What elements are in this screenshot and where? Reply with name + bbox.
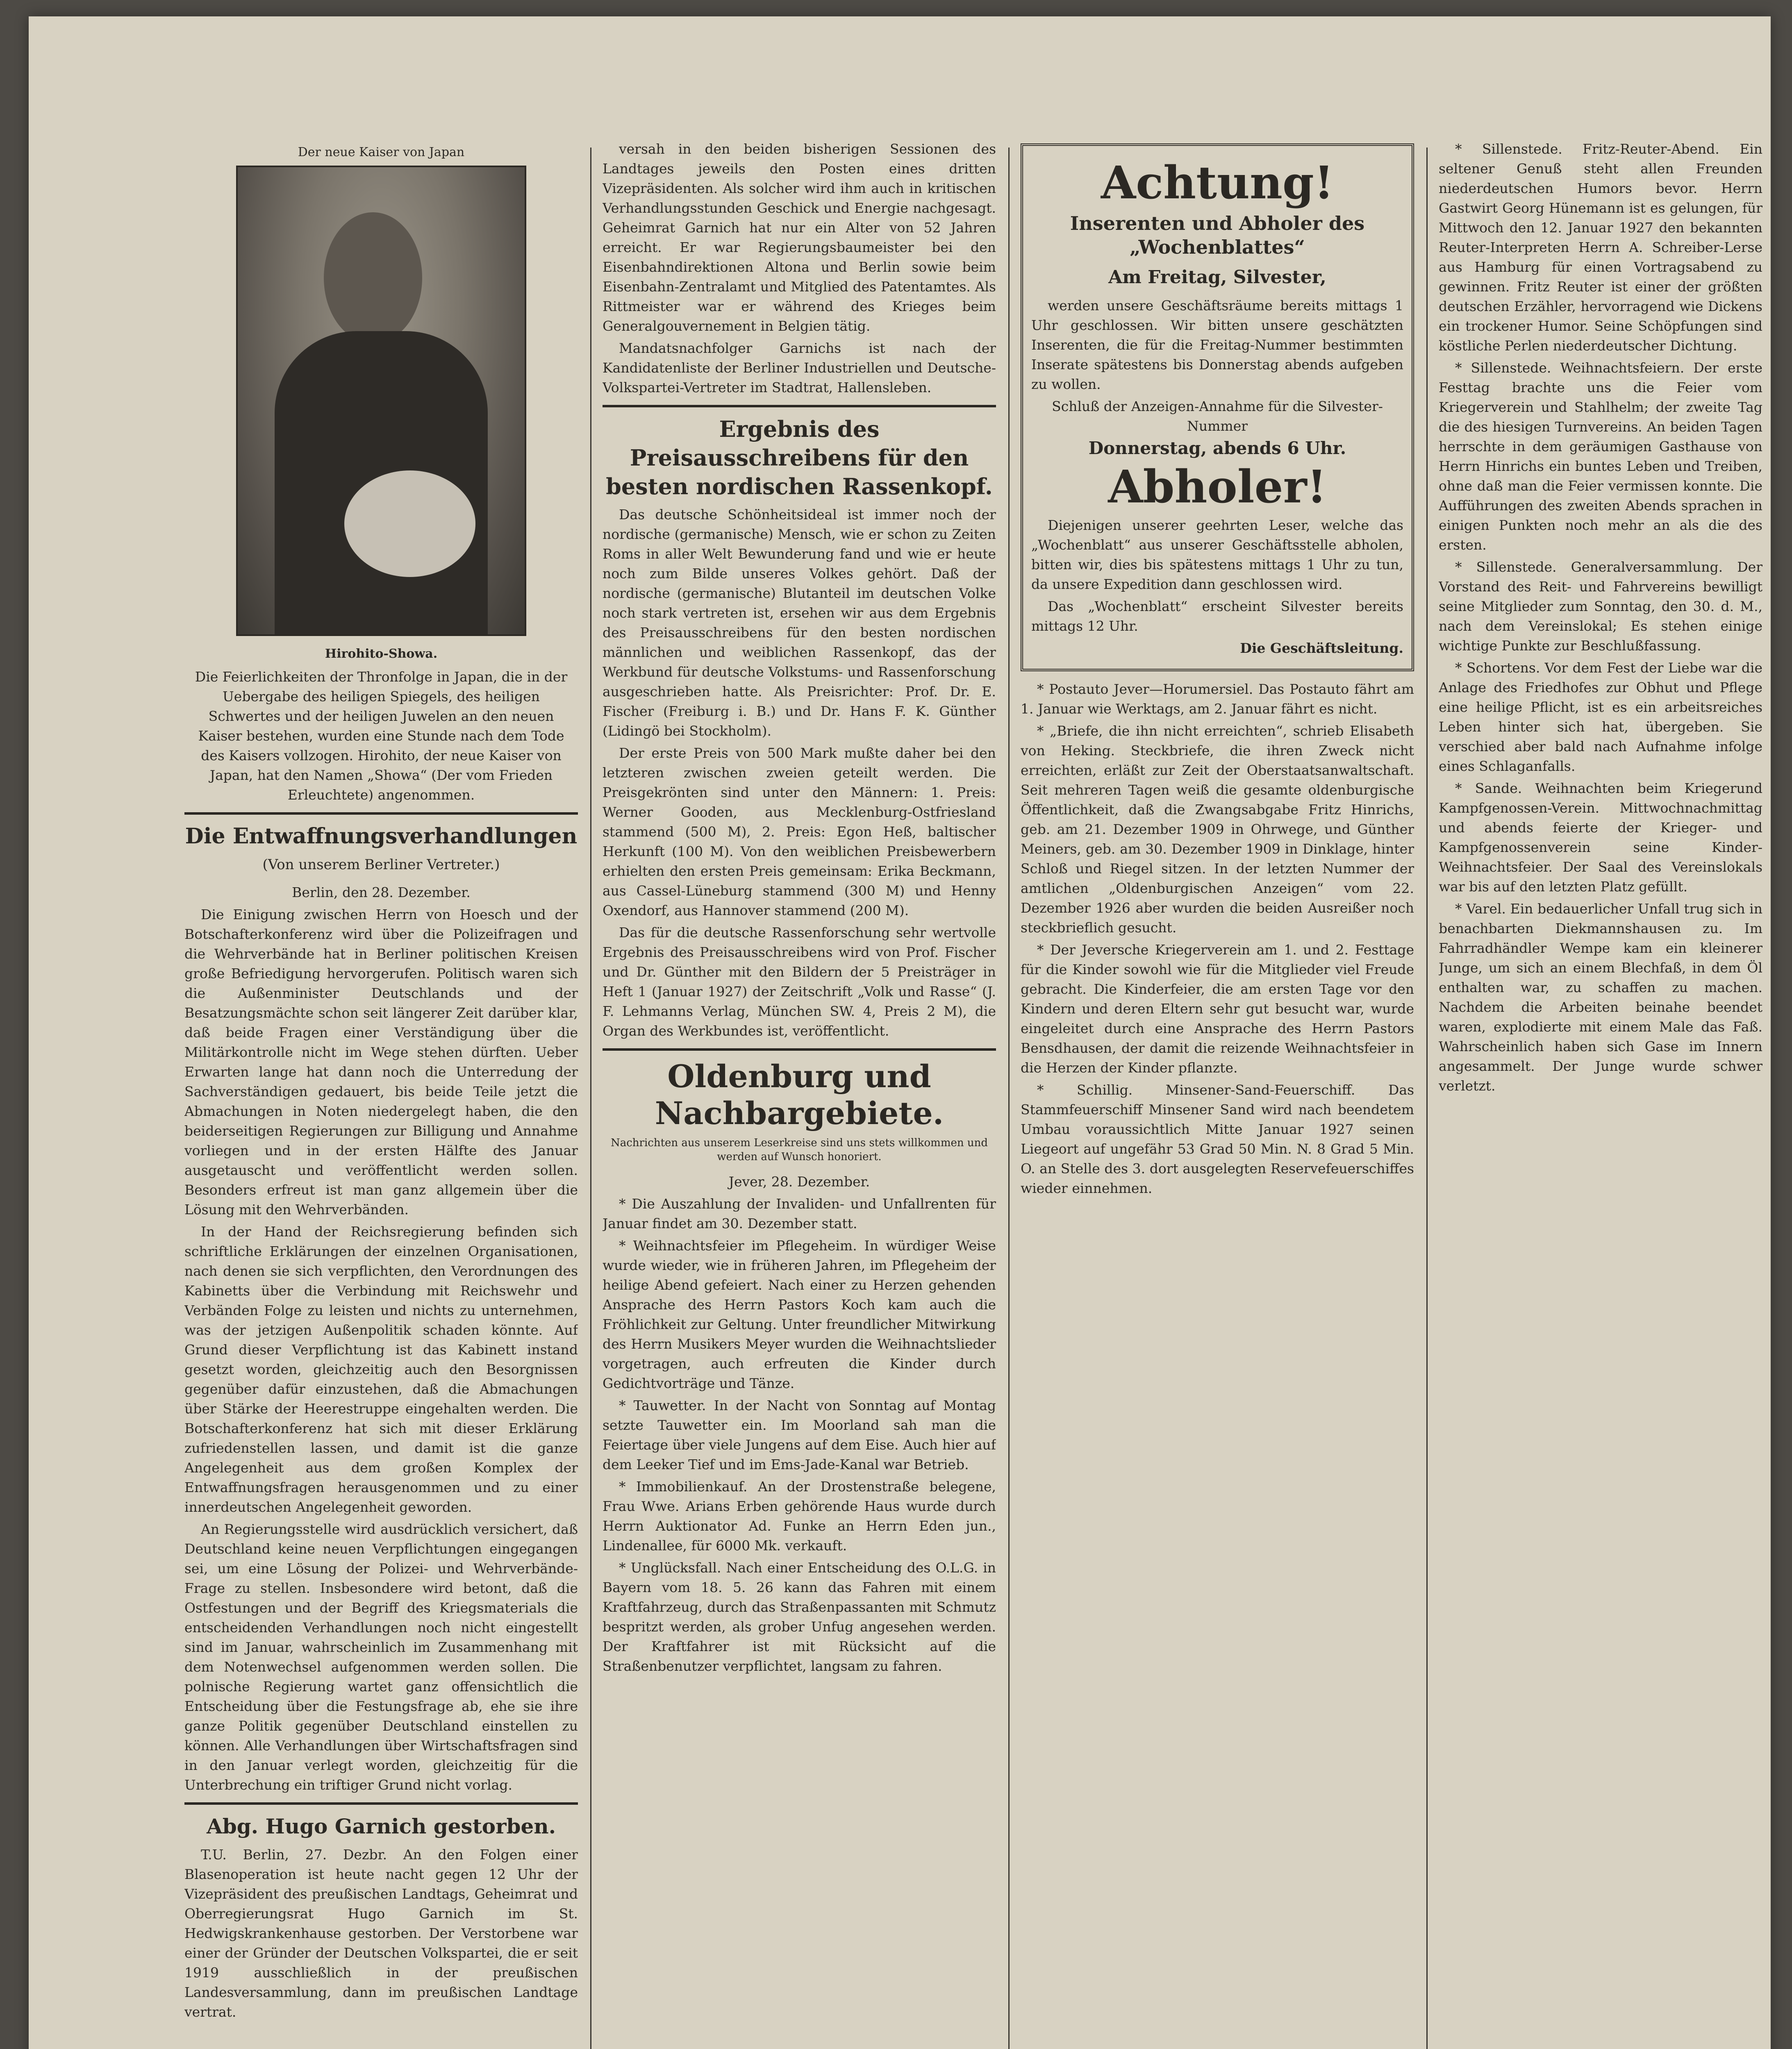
- article-paragraph: * Varel. Ein bedauerlicher Unfall trug sich in benachbarten Diekmannshausen zu. Im Fahrradhändler Wempe kam ein kleinerer Junge, um sich an einem Blechfaß, in dem Öl enthalten war, zu schaffen zu machen. Nachdem die Arbeiten beinahe beendet waren, explodierte mit einem Male das Faß. Wahrscheinlich haben sich Gase im Innern angesammelt. Der Junge wurde schwer verletzt.: [1439, 901, 1762, 1094]
- newspaper-page: [29, 16, 1771, 2049]
- column-4: [1439, 139, 1762, 2049]
- article-paragraph: Mandatsnachfolger Garnichs ist nach der Kandidatenliste der Berliner Industriellen und Deutsche-Volkspartei-Vertreter im Stadtrat, Hallensleben.: [603, 340, 996, 395]
- notice-box: [1021, 143, 1414, 671]
- column-2: [603, 139, 996, 2049]
- notice-day: Am Freitag, Silvester,: [1108, 267, 1326, 288]
- article-paragraph: * Sillenstede. Weihnachtsfeiern. Der erste Festtag brachte uns die Feier vom Kriegerverein und Stahlhelm; der zweite Tag die des hiesigen Turnvereins. An beiden Tagen herrschte in dem geräumigen Gasthause von Herrn Hinrichs ein buntes Leben und Treiben, ohne daß man die Feier vermissen konnte. Die Aufführungen des zweiten Abends sprachen in einigen Punkten noch mehr an als die des ersten.: [1439, 360, 1762, 553]
- article-paragraph: * Sillenstede. Generalversammlung. Der Vorstand des Reit- und Fahrvereins bewilligt seine Mitglieder zum Sonntag, den 30. d. M., nach dem Vereinslokal; Es stehen einige wichtige Punkte zur Beschlußfassung.: [1439, 559, 1762, 654]
- article-paragraph: versah in den beiden bisherigen Sessionen des Landtages jeweils den Posten eines dritten Vizepräsidenten. Als solcher wird ihm auch in kritischen Verhandlungsstunden Geschick und Energie nachgesagt. Geheimrat Garnich hat nur ein Alter von 52 Jahren erreicht. Er war Regierungsbaumeister bei den Eisenbahndirektionen Altona und Berlin sowie beim Eisenbahn-Zentralamt und Mitglied des Patentamtes. Als Rittmeister war er während des Krieges beim Generalgouvernement in Belgien tätig.: [603, 141, 996, 334]
- article-title: Abg. Hugo Garnich gestorben.: [206, 1814, 556, 1838]
- notice-text: werden unsere Geschäftsräume bereits mittags 1 Uhr geschlossen. Wir bitten unsere geschätzten Inserenten, die für die Freitag-Nummer bestimmten Inserate spätestens bis Donnerstag abends aufgeben zu wollen.: [1031, 298, 1403, 392]
- article-paragraph: * Unglücksfall. Nach einer Entscheidung des O.L.G. in Bayern vom 18. 5. 26 kann das Fahren mit einem Kraftfahrzeug, durch das Straßenpassanten mit Schmutz bespritzt werden, als grober Unfug angesehen werden. Der Kraftfahrer ist mit Rücksicht auf die Straßenbenutzer verpflichtet, langsam zu fahren.: [603, 1560, 996, 1674]
- article-paragraph: * „Briefe, die ihn nicht erreichten“, schrieb Elisabeth von Heking. Steckbriefe, die ihren Zweck nicht erreichten, erläßt zur Zeit der Oberstaatsanwaltschaft. Seit mehreren Tagen weiß die gesamte oldenburgische Öffentlichkeit, daß die Zwangsabgabe Fritz Hinrichs, geb. am 21. Dezember 1909 in Ohrwege, und Günther Meiners, geb. am 30. Dezember 1909 in Dinklage, hinter Schloß und Riegel sitzen. In der letzten Nummer der amtlichen „Oldenburgischen Anzeigen“ vom 22. Dezember 1926 aber wurden die beiden Ausreißer noch steckbrieflich gesucht.: [1021, 723, 1414, 936]
- notice-text: Das „Wochenblatt“ erscheint Silvester bereits mittags 12 Uhr.: [1031, 598, 1403, 634]
- notice-closing: Schluß der Anzeigen-Annahme für die Silvester-Nummer: [1052, 398, 1383, 434]
- photo-caption-top: Der neue Kaiser von Japan: [298, 145, 465, 159]
- article-paragraph: * Der Jeversche Kriegerverein am 1. und 2. Festtage für die Kinder sowohl wie für die Mitglieder viel Freude gebracht. Die Kinderfeier, die am ersten Tage vor den Kindern und deren Eltern sehr gut besucht war, wurde eingeleitet durch eine Ansprache des Herrn Pastors Bensdhausen, der damit die reizende Weihnachtsfeier in die Herzen der Kinder pflanzte.: [1021, 942, 1414, 1076]
- section-dateline: Jever, 28. Dezember.: [728, 1174, 870, 1190]
- article-paragraph: * Postauto Jever—Horumersiel. Das Postauto fährt am 1. Januar wie Werktags, am 2. Januar fährt es nicht.: [1021, 681, 1414, 717]
- article-subtitle: (Von unserem Berliner Vertreter.): [262, 856, 500, 873]
- article-paragraph: Die Einigung zwischen Herrn von Hoesch und der Botschafterkonferenz wird über die Polizeifragen und die Wehrverbände hat in Berliner politischen Kreisen große Befriedigung hervorgerufen. Politisch waren sich die Außenminister Deutschlands und der Besatzungsmächte schon seit längerer Zeit darüber klar, daß beide Fragen einer Verständigung über die Militärkontrolle nicht im Wege stehen dürften. Ueber Erwarten lange hat dann noch die Unterredung der Sachverständigen gedauert, bis beide Teile jetzt die Abmachungen in Noten niedergelegt haben, die den beiderseitigen Regierungen zur Billigung und Annahme vorliegen und in der ersten Hälfte des Januar ausgetauscht und veröffentlicht werden sollen. Besonders erfreut ist man ganz allgemein über die Lösung mit den Wehrverbänden.: [184, 906, 578, 1218]
- article-title: Ergebnis des Preisausschreibens für den besten nordischen Rassenkopf.: [606, 416, 993, 500]
- notice-title: Achtung!: [1101, 156, 1334, 209]
- notice-text: Diejenigen unserer geehrten Leser, welche das „Wochenblatt“ aus unserer Geschäftsstelle abholen, bitten wir, dies bis spätestens mittags 1 Uhr zu tun, da unsere Expedition dann geschlossen wird.: [1031, 517, 1403, 592]
- photo-text: Die Feierlichkeiten der Thronfolge in Japan, die in der Uebergabe des heiligen Spiegels, des heiligen Schwertes und der heiligen Juwelen an den neuen Kaiser bestehen, wurden eine Stunde nach dem Tode des Kaisers vollzogen. Hirohito, der neue Kaiser von Japan, hat den Namen „Showa“ (Der vom Frieden Erleuchtete) angenommen.: [195, 669, 568, 803]
- article-paragraph: T.U. Berlin, 27. Dezbr. An den Folgen einer Blasenoperation ist heute nacht gegen 12 Uhr der Vizepräsident des preußischen Landtags, Geheimrat und Oberregierungsrat Hugo Garnich im St. Hedwigskrankenhause gestorben. Der Verstorbene war einer der Gründer der Deutschen Volkspartei, die er seit 1919 ausschließlich in der preußischen Landesversammlung, dann im preußischen Landtage vertrat.: [184, 1847, 578, 2020]
- column-divider: [590, 148, 591, 2049]
- column-1: [184, 139, 578, 2049]
- article-paragraph: Der erste Preis von 500 Mark mußte daher bei den letzteren zwischen zweien geteilt werden. Die Preisgekrönten sind unter den Männern: 1. Preis: Werner Gooden, aus Mecklenburg-Ostfriesland stammend (500 M), 2. Preis: Egon Heß, baltischer Herkunft (100 M). Von den weiblichen Preisbewerbern erhielten den ersten Preis gemeinsam: Erika Beckmann, aus Cassel-Lüneburg stammend (300 M) und Henny Oxendorf, aus Hannover stammend (200 M).: [603, 745, 996, 918]
- article-paragraph: In der Hand der Reichsregierung befinden sich schriftliche Erklärungen der einzelnen Organisationen, nach denen sie sich verpflichten, den Verordnungen des Kabinetts über die Verbindung mit Reichswehr und Verbänden Folge zu leisten und nichts zu unternehmen, was der jetzigen Außenpolitik schaden könnte. Auf Grund dieser Verpflichtung ist das Kabinett instand gesetzt worden, gleichzeitig auch den Besorgnissen gegenüber dafür einzustehen, daß die Abmachungen über Stärke der Heerestruppe eingehalten werden. Die Botschafterkonferenz hat sich mit dieser Erklärung zufriedenstellen lassen, und damit ist die ganze Angelegenheit aus dem großen Komplex der Entwaffnungsfragen herausgenommen und zu einer innerdeutschen Angelegenheit geworden.: [184, 1224, 578, 1515]
- article-paragraph: * Immobilienkauf. An der Drostenstraße belegene, Frau Wwe. Arians Erben gehörende Haus wurde durch Herrn Auktionator Ad. Funke an Herrn Eden jun., Lindenallee, für 6000 Mk. verkauft.: [603, 1479, 996, 1554]
- article-paragraph: * Schillig. Minsener-Sand-Feuerschiff. Das Stammfeuerschiff Minsener Sand wird nach beendetem Umbau voraussichtlich Mitte Januar 1927 seinen Liegeort auf ungefähr 53 Grad 50 Min. N. 8 Grad 5 Min. O. an Stelle des 3. dort ausgelegten Reservefeuerschiffes wieder einnehmen.: [1021, 1082, 1414, 1196]
- article-title: Die Entwaffnungsverhandlungen: [185, 824, 578, 849]
- notice-subtitle: Inserenten und Abholer des „Wochenblattes“: [1070, 212, 1365, 258]
- article-paragraph: * Die Auszahlung der Invaliden- und Unfallrenten für Januar findet am 30. Dezember statt.: [603, 1196, 996, 1231]
- notice-signature: Die Geschäftsleitung.: [1240, 640, 1403, 656]
- photo-name: Hirohito-Showa.: [325, 647, 438, 661]
- column-3: [1021, 139, 1414, 2049]
- article-dateline: Berlin, den 28. Dezember.: [292, 884, 471, 900]
- emperor-photo: [236, 166, 526, 636]
- section-title: Oldenburg und Nachbargebiete.: [655, 1058, 944, 1131]
- section-subtitle: Nachrichten aus unserem Leserkreise sind uns stets willkommen und werden auf Wunsch honoriert.: [610, 1137, 988, 1163]
- column-divider: [1426, 148, 1428, 2049]
- article-paragraph: * Weihnachtsfeier im Pflegeheim. In würdiger Weise wurde wieder, wie in früheren Jahren, im Pflegeheim der heilige Abend gefeiert. Nach einer zu Herzen gehenden Ansprache des Herrn Pastors Koch kam auch die Fröhlichkeit zur Geltung. Unter freundlicher Mitwirkung des Herrn Musikers Meyer wurden die Weihnachtslieder vorgetragen, auch erfreuten die Kinder durch Gedichtvorträge und Tänze.: [603, 1238, 996, 1391]
- article-paragraph: * Schortens. Vor dem Fest der Liebe war die Anlage des Friedhofes zur Obhut und Pflege eine heilige Pflicht, ist es ein arbeitsreiches Leben hinter sich hat, übergeben. Sie verschied aber bald nach Aufnahme infolge eines Schlaganfalls.: [1439, 660, 1762, 774]
- column-divider: [1008, 148, 1010, 2049]
- abholer-title: Abholer!: [1108, 460, 1327, 513]
- notice-time: Donnerstag, abends 6 Uhr.: [1088, 438, 1346, 458]
- article-paragraph: An Regierungsstelle wird ausdrücklich versichert, daß Deutschland keine neuen Verpflichtungen eingegangen sei, um eine Lösung der Polizei- und Wehrverbände-Frage zu stellen. Insbesondere wird betont, daß die Ostfestungen und der Begriff des Kriegsmaterials die entscheidenden Verhandlungen noch nicht eingestellt sind im Januar, wahrscheinlich im Zusammenhang mit dem Notenwechsel aufgenommen werden sollen. Die polnische Regierung wartet ganz offensichtlich die Entscheidung über die Festungsfrage ab, ehe sie ihre ganze Politik gegenüber Deutschland einstellen zu können. Alle Verhandlungen über Wirtschaftsfragen sind in den Januar verlegt worden, gleichzeitig für die Unterbrechung ein triftiger Grund nicht vorlag.: [184, 1521, 578, 1793]
- article-paragraph: * Tauwetter. In der Nacht von Sonntag auf Montag setzte Tauwetter ein. Im Moorland sah man die Feiertage über viele Jungens auf dem Eise. Auch hier auf dem Leeker Tief und im Ems-Jade-Kanal war Betrieb.: [603, 1397, 996, 1472]
- article-paragraph: * Sillenstede. Fritz-Reuter-Abend. Ein seltener Genuß steht allen Freunden niederdeutschen Humors bevor. Herrn Gastwirt Georg Hünemann ist es gelungen, für Mittwoch den 12. Januar 1927 den bekannten Reuter-Interpreten Herrn A. Schreiber-Lerse aus Hamburg für einen Vortragsabend zu gewinnen. Fritz Reuter ist einer der größten deutschen Erzähler, hervorragend wie Dickens ein trockener Humor. Seine Schöpfungen sind köstliche Perlen niederdeutscher Dichtung.: [1439, 141, 1762, 354]
- article-paragraph: Das deutsche Schönheitsideal ist immer noch der nordische (germanische) Mensch, wie er schon zu Zeiten Roms in aller Welt Bewunderung fand und wie er heute noch zum Bilde unseres Volkes gehört. Daß der nordische (germanische) Blutanteil im deutschen Volke noch stark vertreten ist, ersehen wir aus dem Ergebnis des Preisausschreibens für den besten nordischen männlichen und weiblichen Rassenkopf, das der Werkbund für deutsche Volkstums- und Rassenforschung ausgeschrieben hatte. Als Preisrichter: Prof. Dr. E. Fischer (Freiburg i. B.) und Dr. Hans F. K. Günther (Lidingö bei Stockholm).: [603, 507, 996, 739]
- article-paragraph: * Sande. Weihnachten beim Kriegerund Kampfgenossen-Verein. Mittwochnachmittag und abends feierte der Krieger- und Kampfgenossenverein seine Kinder-Weihnachtsfeier. Der Saal des Vereinslokals war bis auf den letzten Platz gefüllt.: [1439, 780, 1762, 895]
- article-paragraph: Das für die deutsche Rassenforschung sehr wertvolle Ergebnis des Preisausschreibens wird von Prof. Fischer und Dr. Günther mit den Bildern der 5 Preisträger in Heft 1 (Januar 1927) der Zeitschrift „Volk und Rasse“ (J. F. Lehmanns Verlag, München SW. 4, Preis 2 M), die Organ des Werkbundes ist, veröffentlicht.: [603, 925, 996, 1039]
